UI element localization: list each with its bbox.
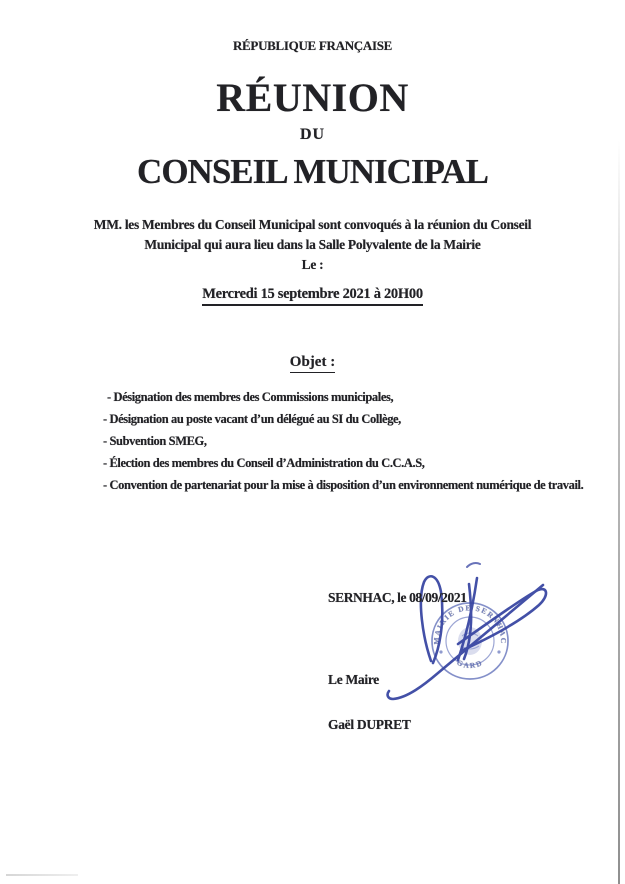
agenda-list [103, 391, 593, 501]
stamp-arc-text: MAIRIE DE SERNHAC [431, 603, 509, 645]
title-connector: DU [299, 126, 326, 143]
convocation-line-1: MM. les Membres du Conseil Municipal sont convoqués à la réunion du Conseil [93, 217, 532, 232]
agenda-item: - Subvention SMEG, [103, 434, 207, 448]
document-subtitle: CONSEIL MUNICIPAL [137, 152, 488, 191]
document-title: RÉUNION [216, 75, 409, 120]
scan-edge-line [618, 140, 620, 884]
agenda-item: - Désignation au poste vacant d’un délégué au SI du Collège, [103, 412, 401, 426]
objet-heading: Objet : [0, 353, 625, 373]
meeting-datetime: Mercredi 15 septembre 2021 à 20H00 [0, 285, 625, 306]
agenda-item: - Désignation des membres des Commissions municipales, [107, 390, 394, 404]
agenda-item: - Convention de partenariat pour la mise à disposition d’un environnement numérique de travail. [103, 478, 584, 492]
signature-and-stamp [365, 548, 565, 718]
convocation-line-2: Municipal qui aura lieu dans la Salle Polyvalente de la Mairie [144, 237, 481, 252]
agenda-item: - Élection des membres du Conseil d’Administration du C.C.A.S, [103, 456, 425, 470]
republique-header: RÉPUBLIQUE FRANÇAISE [232, 38, 393, 53]
scan-artifact-line [6, 874, 78, 876]
convocation-line-3: Le : [301, 257, 324, 272]
convocation-paragraph [42, 215, 583, 275]
stamp-bottom-text: GARD [455, 657, 485, 671]
place-and-date: SERNHAC, le 08/09/2021 [328, 590, 467, 605]
signer-name: Gaël DUPRET [328, 717, 411, 732]
signer-title: Le Maire [328, 672, 379, 687]
